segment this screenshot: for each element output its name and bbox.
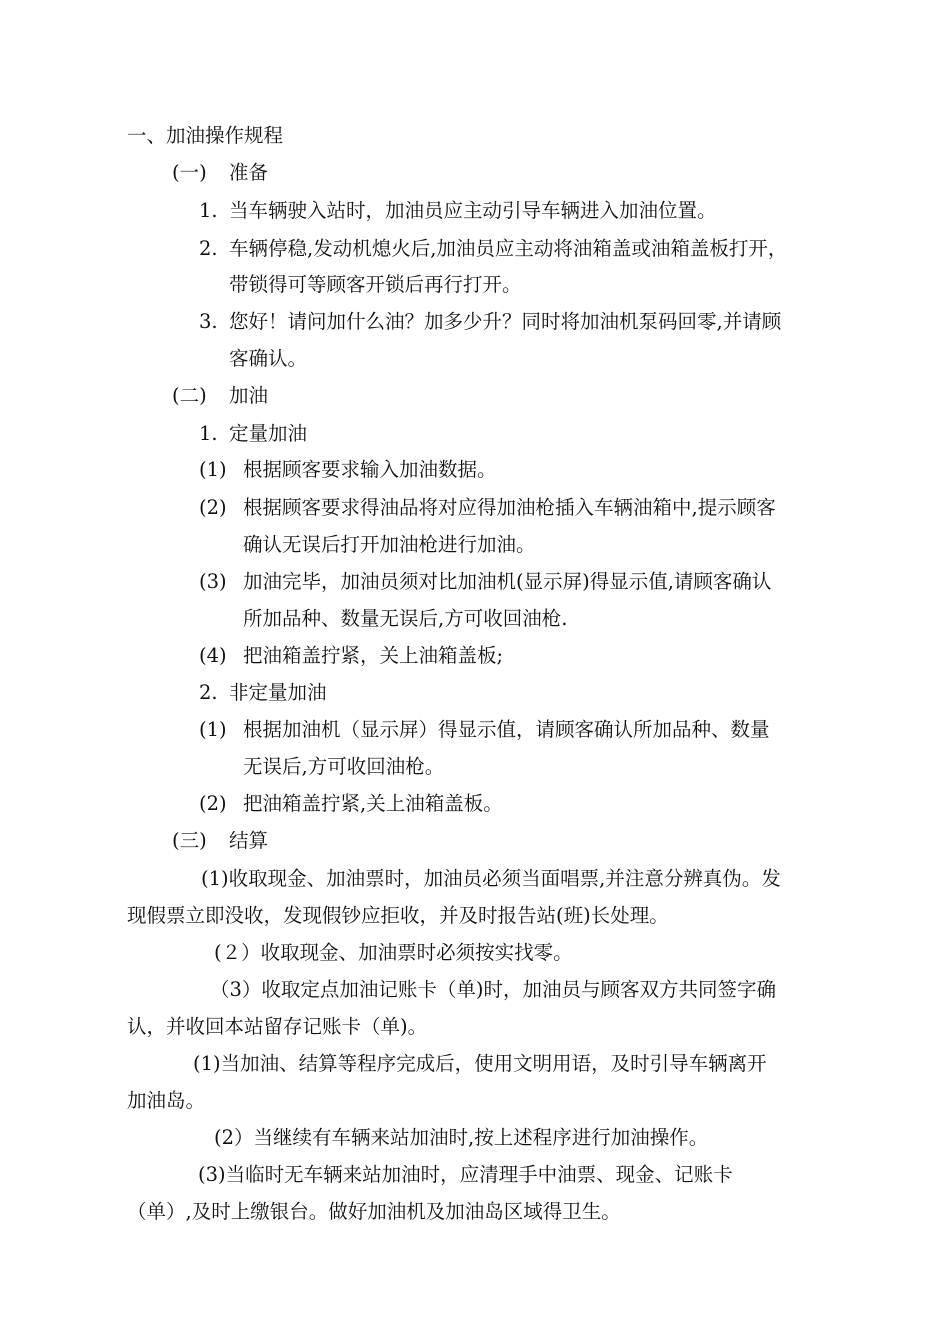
list-item-number: (3) xyxy=(199,570,227,593)
list-item-number: (4) xyxy=(199,644,227,667)
list-item-text: 所加品种、数量无误后,方可收回油枪. xyxy=(243,607,568,630)
list-item-number: 2. xyxy=(199,237,218,260)
list-item-number: 3. xyxy=(199,310,218,333)
section-label: (一) xyxy=(172,161,207,184)
paragraph-line: (1)收取现金、加油票时，加油员必须当面唱票,并注意分辨真伪。发 xyxy=(201,867,781,890)
section-title: 准备 xyxy=(229,161,269,184)
section-title: 加油 xyxy=(229,384,269,407)
subsection-number: 1. xyxy=(199,422,218,445)
paragraph-line: 认，并收回本站留存记账卡（单)。 xyxy=(127,1015,428,1038)
list-item-text: 车辆停稳,发动机熄火后,加油员应主动将油箱盖或油箱盖板打开， xyxy=(229,237,788,260)
list-item-text: 确认无误后打开加油枪进行加油。 xyxy=(243,533,536,556)
list-item-text: 带锁得可等顾客开锁后再行打开。 xyxy=(229,273,522,296)
paragraph-line: （3）收取定点加油记账卡（单)时，加油员与顾客双方共同签字确 xyxy=(210,978,777,1001)
list-item-number: (1) xyxy=(199,458,227,481)
subsection-number: 2. xyxy=(199,681,218,704)
list-item-number: 1. xyxy=(199,199,218,222)
document-heading: 一、加油操作规程 xyxy=(127,124,284,147)
paragraph-line: 加油岛。 xyxy=(127,1089,206,1112)
list-item-text: 当车辆驶入站时，加油员应主动引导车辆进入加油位置。 xyxy=(229,199,717,222)
paragraph-line: （单）,及时上缴银台。做好加油机及加油岛区域得卫生。 xyxy=(127,1200,621,1223)
list-item-number: (1) xyxy=(199,718,227,741)
paragraph-line: (２）收取现金、加油票时必须按实找零。 xyxy=(214,941,573,964)
list-item-text: 把油箱盖拧紧，关上油箱盖板; xyxy=(243,644,504,667)
list-item-text: 您好！请问加什么油？加多少升？同时将加油机泵码回零,并请顾 xyxy=(229,310,782,333)
section-label: (三) xyxy=(172,829,207,852)
list-item-text: 根据顾客要求输入加油数据。 xyxy=(243,458,497,481)
list-item-text: 加油完毕，加油员须对比加油机(显示屏)得显示值,请顾客确认 xyxy=(243,570,772,593)
list-item-number: (2) xyxy=(199,496,227,519)
list-item-text: 根据加油机（显示屏）得显示值，请顾客确认所加品种、数量 xyxy=(243,718,770,741)
paragraph-line: 现假票立即没收，发现假钞应拒收，并及时报告站(班)长处理。 xyxy=(127,904,669,927)
subsection-title: 非定量加油 xyxy=(229,681,327,704)
list-item-text: 把油箱盖拧紧,关上油箱盖板。 xyxy=(243,792,503,815)
paragraph-line: (3)当临时无车辆来站加油时，应清理手中油票、现金、记账卡 xyxy=(198,1163,733,1186)
subsection-title: 定量加油 xyxy=(229,422,308,445)
list-item-text: 根据顾客要求得油品将对应得加油枪插入车辆油箱中,提示顾客 xyxy=(243,496,776,519)
paragraph-line: (1)当加油、结算等程序完成后，使用文明用语，及时引导车辆离开 xyxy=(193,1052,767,1075)
paragraph-line: (2）当继续有车辆来站加油时,按上述程序进行加油操作。 xyxy=(214,1126,709,1149)
section-label: (二) xyxy=(172,384,207,407)
list-item-text: 客确认。 xyxy=(229,347,308,370)
list-item-text: 无误后,方可收回油枪。 xyxy=(243,755,445,778)
section-title: 结算 xyxy=(229,829,269,852)
list-item-number: (2) xyxy=(199,792,227,815)
